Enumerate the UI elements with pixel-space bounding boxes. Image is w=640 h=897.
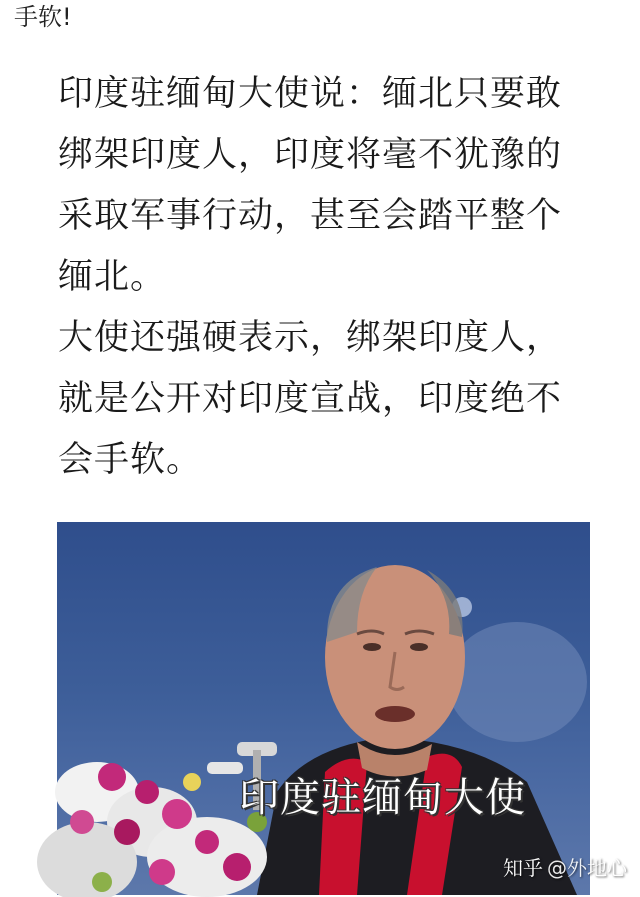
article-body [58,64,588,491]
watermark [503,852,631,881]
video-caption: 印度驻缅甸大使 [239,775,526,821]
speaker-illustration [57,522,590,895]
article-paragraph-1: 印度驻缅甸大使说：缅北只要敢绑架印度人，印度将毫不犹豫的采取军事行动，甚至会踏平整个缅北。 [58,74,563,297]
previous-post-fragment: 手软! [14,3,72,31]
news-photo[interactable] [57,522,627,895]
article-paragraph-2: 大使还强硬表示，绑架印度人，就是公开对印度宣战，印度绝不会手软。 [58,318,563,480]
watermark-user: @外地心 [547,856,627,880]
watermark-site: 知乎 [503,856,543,880]
